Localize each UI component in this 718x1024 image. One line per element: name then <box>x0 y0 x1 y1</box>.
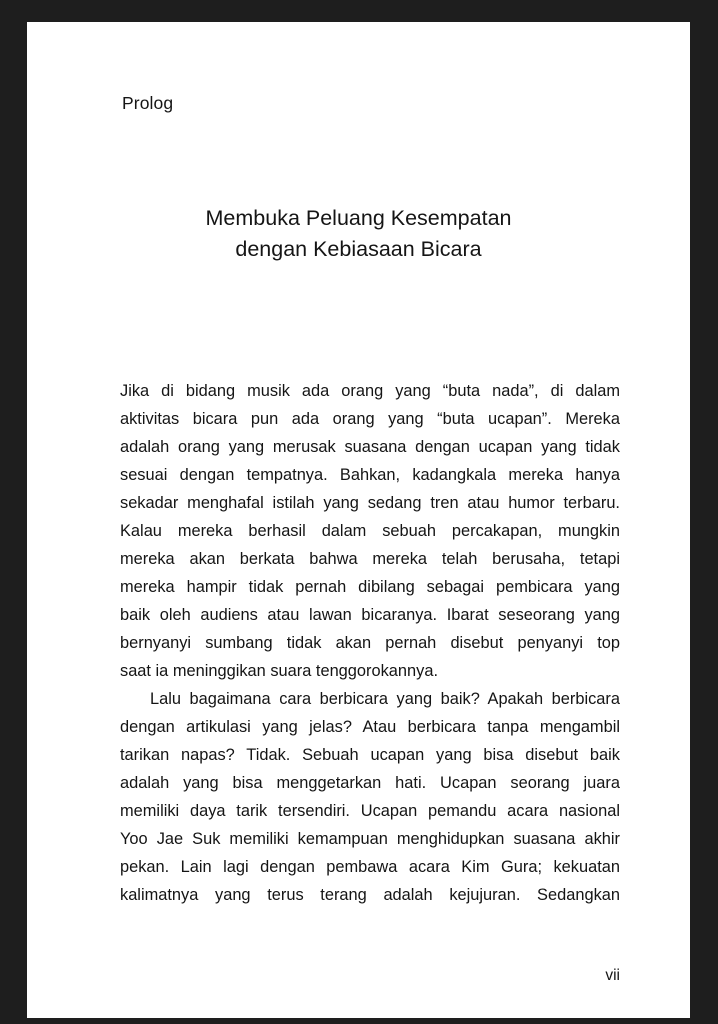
body-text <box>120 377 620 909</box>
running-head: Prolog <box>122 93 174 113</box>
text-line: adalah orang yang merusak suasana dengan ucapan yang tidak <box>120 438 620 456</box>
text-line: pekan. Lain lagi dengan pembawa acara Kim Gura; kekuatan <box>120 858 620 876</box>
text-line: tarikan napas? Tidak. Sebuah ucapan yang bisa disebut baik <box>120 746 620 764</box>
text-line: sesuai dengan tempatnya. Bahkan, kadangkala mereka hanya <box>120 466 620 484</box>
text-line: memiliki daya tarik tersendiri. Ucapan pemandu acara nasional <box>120 802 620 820</box>
paragraph-1 <box>120 377 620 685</box>
text-line: baik oleh audiens atau lawan bicaranya. Ibarat seseorang yang <box>120 606 620 624</box>
chapter-title-line-1: Membuka Peluang Kesempatan <box>205 206 512 230</box>
paragraph-2 <box>120 685 620 909</box>
text-line: Kalau mereka berhasil dalam sebuah percakapan, mungkin <box>120 522 620 540</box>
text-line: mereka akan berkata bahwa mereka telah berusaha, tetapi <box>120 550 620 568</box>
text-line: bernyanyi sumbang tidak akan pernah disebut penyanyi top <box>120 634 620 652</box>
book-page <box>27 22 690 1018</box>
text-line: Jika di bidang musik ada orang yang “buta nada”, di dalam <box>120 382 620 400</box>
text-line: Lalu bagaimana cara berbicara yang baik? Apakah berbicara <box>150 690 620 708</box>
text-line: aktivitas bicara pun ada orang yang “buta ucapan”. Mereka <box>120 410 620 428</box>
chapter-title-line-2: dengan Kebiasaan Bicara <box>235 237 482 261</box>
text-line: kalimatnya yang terus terang adalah kejujuran. Sedangkan <box>120 886 620 904</box>
text-line: adalah yang bisa menggetarkan hati. Ucapan seorang juara <box>120 774 620 792</box>
chapter-title <box>27 203 690 265</box>
text-line: Yoo Jae Suk memiliki kemampuan menghidupkan suasana akhir <box>120 830 620 848</box>
page-number: vii <box>605 967 620 984</box>
text-line: mereka hampir tidak pernah dibilang sebagai pembicara yang <box>120 578 620 596</box>
text-line: saat ia meninggikan suara tenggorokannya. <box>120 662 439 680</box>
text-line: sekadar menghafal istilah yang sedang tren atau humor terbaru. <box>120 494 620 512</box>
text-line: dengan artikulasi yang jelas? Atau berbicara tanpa mengambil <box>120 718 620 736</box>
